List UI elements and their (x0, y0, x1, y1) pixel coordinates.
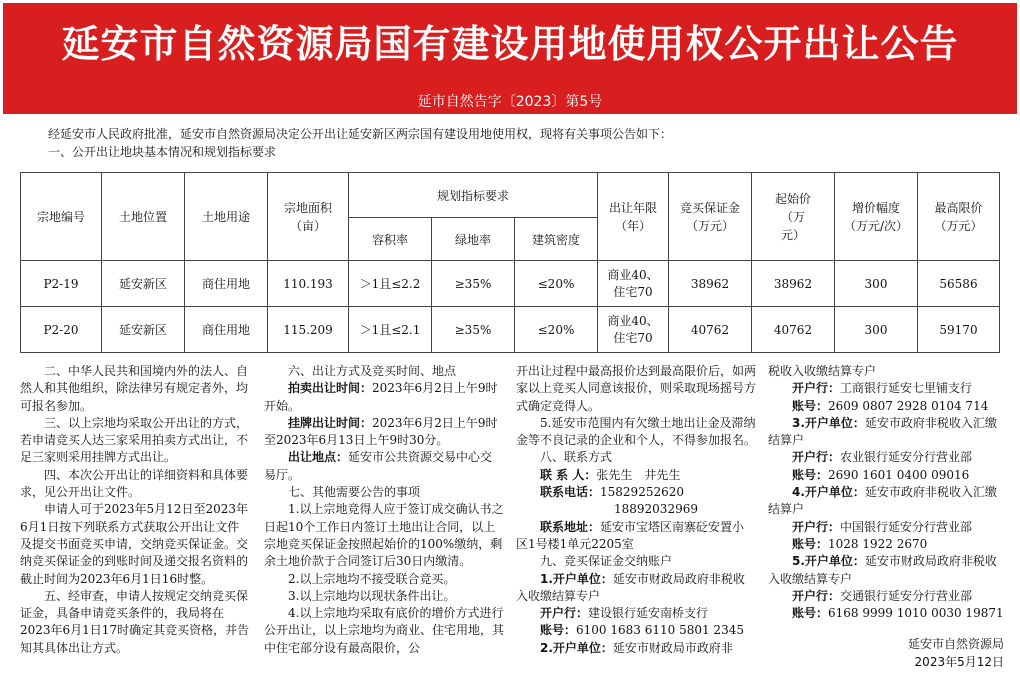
paragraph: 三、以上宗地均采取公开出让的方式，若申请竞买人达三家采用拍卖方式出让，不足三家则采用挂牌方式出让。 (20, 415, 249, 465)
cell-green: ≥35% (432, 307, 515, 353)
col-header-area: 宗地面积（亩） (268, 173, 349, 261)
paragraph: 账号：2690 1601 0400 09016 (792, 467, 970, 482)
paragraph: 18892032969 (614, 502, 698, 517)
section-heading: 九、竞买保证金交纳账户 (540, 554, 673, 569)
paragraph: 五、经审查，申请人按规定交纳竞买保证金，具备申请竞买条件的，我局将在2023年6月1日17时确定其竞买资格，并告知其具体出让方式。 (20, 588, 250, 655)
col-header-deposit: 竞买保证金（万元） (669, 173, 752, 261)
paragraph: 开户行：交通银行延安分行营业部 (792, 588, 973, 603)
paragraph: 账号：2609 0807 2928 0104 714 (792, 398, 989, 413)
paragraph: 2.开户单位：延安市财政局市政府非 (540, 640, 733, 655)
paragraph: 开户行：农业银行延安分行营业部 (792, 450, 973, 465)
cell-density: ≤20% (515, 261, 598, 307)
col-header-location: 土地位置 (102, 173, 185, 261)
cell-id: P2-20 (21, 307, 102, 353)
cell-term: 商业40、 住宅70 (598, 261, 669, 307)
paragraph: 二、中华人民共和国境内外的法人、自然人和其他组织，除法律另有规定者外，均可报名参加。 (20, 364, 249, 413)
cell-deposit: 38962 (669, 261, 752, 307)
section-heading: 六、出让方式及竞买时间、地点 (288, 364, 457, 378)
cell-location: 延安新区 (102, 261, 185, 307)
paragraph: 4.开户单位：延安市政府非税收入汇缴结算户 (768, 485, 997, 517)
cell-max-price: 59170 (918, 307, 1000, 353)
cell-start-price: 38962 (752, 261, 835, 307)
cell-deposit: 40762 (669, 307, 752, 353)
text-column-1 (20, 363, 250, 657)
cell-use: 商住用地 (185, 307, 268, 353)
land-parcel-table (20, 172, 1000, 353)
paragraph: 出让地点：延安市公共资源交易中心交易厅。 (264, 450, 493, 482)
paragraph: 1.以上宗地竞得人应于签订成交确认书之日起10个工作日内签订土地出让合同，以上宗地竞买保证金按照起始价的100%缴纳，剩余土地价款于合同签订后30日内缴清。 (264, 502, 504, 569)
paragraph: 账号：6168 9999 1010 0030 19871 (792, 606, 1004, 621)
table-row (21, 307, 1000, 353)
paragraph: 2.以上宗地均不接受联合竞买。 (288, 571, 456, 586)
col-header-start-price: 起始价（万元） (752, 173, 835, 261)
cell-area: 115.209 (268, 307, 349, 353)
paragraph: 联系地址：延安市宝塔区南寨砭安置小区1号楼1单元2205室 (516, 519, 745, 551)
cell-increment: 300 (835, 307, 918, 353)
paragraph: 开出让过程中最高报价达到最高限价后，如两家以上竞买人同意该报价，则采取现场摇号方式确定竞得人。 (516, 364, 757, 413)
paragraph: 账号：1028 1922 2670 (792, 536, 928, 551)
paragraph: 四、本次公开出让的详细资料和具体要求，见公开出让文件。 (20, 467, 249, 500)
paragraph: 4.以上宗地均采取有底价的增价方式进行公开出让，以上宗地均为商业、住宅用地，其中住宅部分设有最高限价，公 (264, 606, 505, 655)
spacer (768, 622, 1004, 636)
section-heading: 一、公开出让地块基本情况和规划指标要求 (48, 145, 277, 159)
col-header-increment: 增价幅度（万元/次） (835, 173, 918, 261)
signature-org: 延安市自然资源局 (907, 637, 1004, 652)
paragraph: 联 系 人：张先生 井先生 (540, 467, 681, 482)
page-title: 延安市自然资源局国有建设用地使用权公开出让公告 (61, 22, 959, 66)
cell-green: ≥35% (432, 261, 515, 307)
cell-density: ≤20% (515, 307, 598, 353)
paragraph: 开户行：中国银行延安分行营业部 (792, 519, 973, 534)
text-column-4 (768, 363, 1004, 671)
paragraph: 账号：6100 1683 6110 5801 2345 (540, 623, 744, 638)
col-header-density: 建筑密度 (515, 218, 598, 261)
document-number: 延市自然告字〔2023〕第5号 (417, 94, 603, 110)
cell-far: ＞1且≤2.2 (349, 261, 432, 307)
intro-paragraph: 经延安市人民政府批准，延安市自然资源局决定公开出让延安新区两宗国有建设用地使用权，现将有关事项公告如下： (48, 127, 673, 141)
signature-date: 2023年5月12日 (914, 654, 1004, 669)
col-header-plan: 规划指标要求 (349, 173, 598, 218)
section-heading: 八、联系方式 (540, 450, 613, 465)
paragraph: 1.开户单位：延安市财政局政府非税收入收缴结算专户 (516, 571, 745, 603)
cell-start-price: 40762 (752, 307, 835, 353)
text-column-3 (516, 363, 756, 657)
header-banner (3, 3, 1017, 114)
cell-term: 商业40、 住宅70 (598, 307, 669, 353)
cell-location: 延安新区 (102, 307, 185, 353)
paragraph: 开户行：建设银行延安南桥支行 (540, 606, 709, 621)
section-heading: 七、其他需要公告的事项 (288, 485, 421, 500)
paragraph: 联系电话：15829252620 (540, 485, 684, 500)
paragraph: 拍卖出让时间：2023年6月2日上午9时开始。 (264, 381, 498, 413)
text-column-2 (264, 363, 504, 657)
cell-max-price: 56586 (918, 261, 1000, 307)
cell-id: P2-19 (21, 261, 102, 307)
col-header-green: 绿地率 (432, 218, 515, 261)
paragraph: 3.以上宗地均以现状条件出让。 (288, 588, 456, 603)
col-header-use: 土地用途 (185, 173, 268, 261)
paragraph: 5.开户单位：延安市财政局政府非税收入收缴结算专户 (768, 554, 997, 586)
cell-area: 110.193 (268, 261, 349, 307)
table-row (21, 261, 1000, 307)
cell-use: 商住用地 (185, 261, 268, 307)
cell-far: ＞1且≤2.1 (349, 307, 432, 353)
cell-increment: 300 (835, 261, 918, 307)
paragraph: 3.开户单位：延安市政府非税收入汇缴结算户 (768, 415, 997, 448)
paragraph: 5.延安市范围内有欠缴土地出让金及滞纳金等不良记录的企业和个人，不得参加报名。 (516, 415, 757, 448)
paragraph: 申请人可于2023年5月12日至2023年6月1日按下列联系方式获取公开出让文件及提交书面竞买申请，交纳竞买保证金。交纳竞买保证金的到账时间及递交报名资料的截止时间为2023年6月1日16时整。 (20, 502, 249, 586)
paragraph: 开户行：工商银行延安七里铺支行 (792, 381, 973, 396)
paragraph: 挂牌出让时间：2023年6月2日上午9时至2023年6月13日上午9时30分。 (264, 415, 498, 448)
col-header-id: 宗地编号 (21, 173, 102, 261)
col-header-term: 出让年限（年） (598, 173, 669, 261)
paragraph: 税收入收缴结算专户 (768, 364, 877, 378)
intro (20, 125, 1010, 161)
col-header-far: 容积率 (349, 218, 432, 261)
col-header-max-price: 最高限价（万元） (918, 173, 1000, 261)
